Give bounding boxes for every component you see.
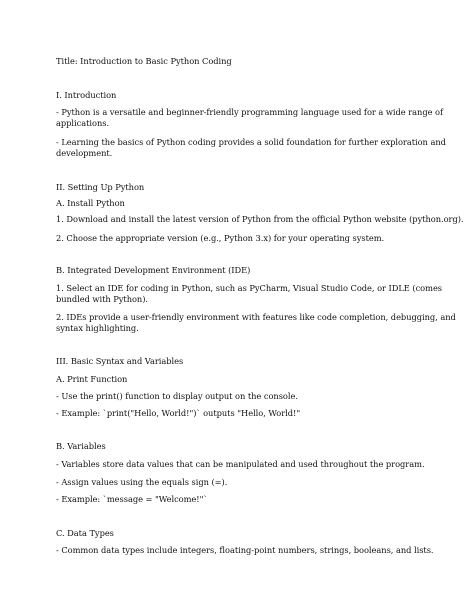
section-syntax-heading: III. Basic Syntax and Variables xyxy=(56,356,184,366)
variables-item-3: - Example: `message = "Welcome!"` xyxy=(56,494,208,504)
install-item-2: 2. Choose the appropriate version (e.g., Python 3.x) for your operating system. xyxy=(56,233,385,243)
datatypes-item-1: - Common data types include integers, floating-point numbers, strings, booleans, and lists. xyxy=(56,545,434,555)
document-title: Title: Introduction to Basic Python Coding xyxy=(56,56,232,66)
subsection-variables-heading: B. Variables xyxy=(56,441,106,451)
variables-item-2: - Assign values using the equals sign (=). xyxy=(56,477,228,487)
intro-bullet-2-line-2: development. xyxy=(56,148,113,158)
ide-item-2-line-1: 2. IDEs provide a user-friendly environment with features like code completion, debugging, and xyxy=(56,312,456,322)
print-item-2: - Example: `print("Hello, World!")` outputs "Hello, World!" xyxy=(56,408,301,418)
print-item-1: - Use the print() function to display output on the console. xyxy=(56,391,298,401)
intro-bullet-1-line-2: applications. xyxy=(56,118,110,128)
section-introduction-heading: I. Introduction xyxy=(56,90,117,100)
install-item-1: 1. Download and install the latest version of Python from the official Python website (python.org). xyxy=(56,214,464,224)
subsection-print-heading: A. Print Function xyxy=(56,374,128,384)
ide-item-1-line-1: 1. Select an IDE for coding in Python, such as PyCharm, Visual Studio Code, or IDLE (comes xyxy=(56,283,443,293)
ide-item-1-line-2: bundled with Python). xyxy=(56,294,149,304)
intro-bullet-1-line-1: - Python is a versatile and beginner-friendly programming language used for a wide range of xyxy=(56,107,444,117)
subsection-datatypes-heading: C. Data Types xyxy=(56,528,114,538)
intro-bullet-2-line-1: - Learning the basics of Python coding provides a solid foundation for further exploration and xyxy=(56,137,446,147)
ide-item-2-line-2: syntax highlighting. xyxy=(56,323,139,333)
subsection-install-heading: A. Install Python xyxy=(56,198,125,208)
section-setup-heading: II. Setting Up Python xyxy=(56,182,145,192)
subsection-ide-heading: B. Integrated Development Environment (IDE) xyxy=(56,265,251,275)
variables-item-1: - Variables store data values that can be manipulated and used throughout the program. xyxy=(56,459,425,469)
